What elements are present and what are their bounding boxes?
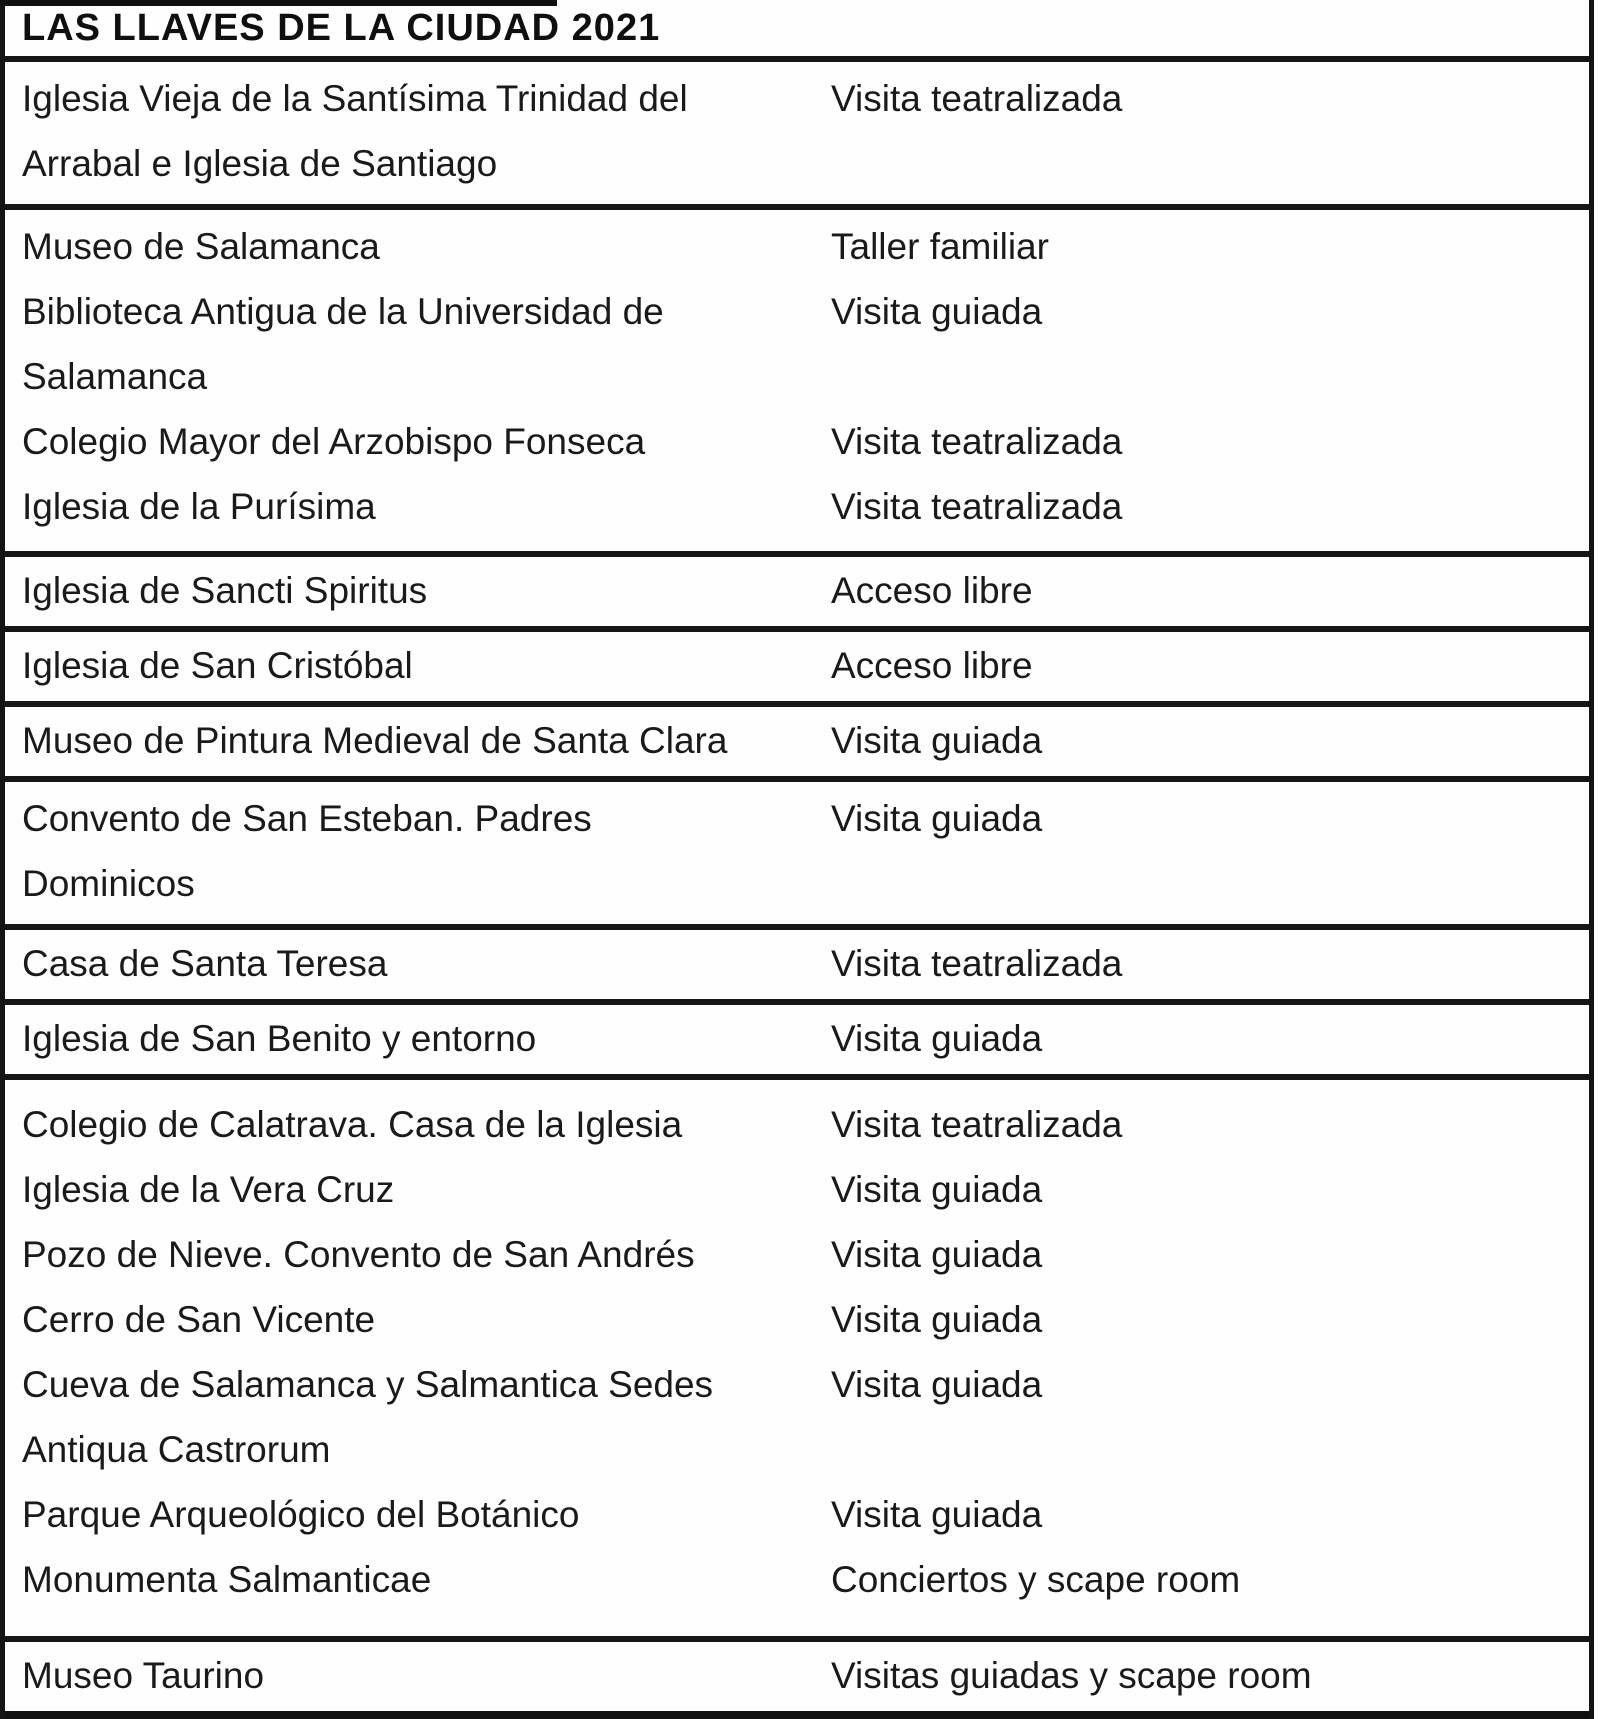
table-row [5, 210, 1589, 557]
site-column [5, 66, 831, 196]
table-row [5, 1642, 1589, 1719]
site-name: Cueva de Salamanca y Salmantica Sedes [22, 1363, 714, 1405]
site-name: Arrabal e Iglesia de Santiago [22, 142, 498, 184]
activity-type: Visita teatralizada [831, 485, 1123, 527]
site-name: Iglesia de San Benito y entorno [22, 1017, 537, 1059]
activity-type: Visita teatralizada [831, 1103, 1123, 1145]
site-name: Casa de Santa Teresa [22, 942, 388, 984]
site-name: Salamanca [22, 355, 208, 397]
site-name: Antiqua Castrorum [22, 1428, 331, 1470]
activity-type: Visita guiada [831, 719, 1043, 761]
activity-column [831, 786, 1589, 916]
site-name: Monumenta Salmanticae [22, 1558, 432, 1600]
site-name: Biblioteca Antigua de la Universidad de [22, 290, 664, 332]
site-name: Iglesia de la Vera Cruz [22, 1168, 395, 1210]
table-row [5, 557, 1589, 632]
activity-type: Visita teatralizada [831, 420, 1123, 462]
site-name: Museo de Salamanca [22, 225, 380, 267]
site-column [5, 708, 831, 773]
table-row [5, 62, 1589, 210]
table-row [5, 632, 1589, 707]
activity-column [831, 708, 1589, 773]
activity-type: Acceso libre [831, 644, 1033, 686]
activity-type: Visita guiada [831, 1233, 1043, 1275]
site-name: Museo de Pintura Medieval de Santa Clara [22, 719, 728, 761]
activity-type: Visita guiada [831, 1017, 1043, 1059]
site-column [5, 558, 831, 623]
activity-type [831, 851, 1589, 916]
activity-type: Visita teatralizada [831, 77, 1123, 119]
site-name: Colegio de Calatrava. Casa de la Iglesia [22, 1103, 683, 1145]
activity-type: Conciertos y scape room [831, 1558, 1241, 1600]
activity-column [831, 558, 1589, 623]
activity-column [831, 931, 1589, 996]
activity-type [831, 1417, 1589, 1482]
activity-type: Visita guiada [831, 1363, 1043, 1405]
activity-column [831, 1092, 1589, 1612]
site-name: Iglesia de San Cristóbal [22, 644, 413, 686]
activity-type: Visita teatralizada [831, 942, 1123, 984]
activity-type: Visita guiada [831, 1493, 1043, 1535]
table-row [5, 1005, 1589, 1080]
site-name: Iglesia Vieja de la Santísima Trinidad del [22, 77, 688, 119]
site-column [5, 1092, 831, 1612]
activity-type: Taller familiar [831, 225, 1049, 267]
activity-type: Visita guiada [831, 1168, 1043, 1210]
activity-column [831, 633, 1589, 698]
activity-column [831, 214, 1589, 539]
site-column [5, 1006, 831, 1071]
activity-type: Visitas guiadas y scape room [831, 1654, 1312, 1696]
site-name: Dominicos [22, 862, 195, 904]
activity-type [831, 131, 1589, 196]
site-name: Parque Arqueológico del Botánico [22, 1493, 580, 1535]
site-column [5, 1643, 831, 1708]
activity-type: Acceso libre [831, 569, 1033, 611]
activity-type: Visita guiada [831, 1298, 1043, 1340]
site-column [5, 214, 831, 539]
activity-type: Visita guiada [831, 797, 1043, 839]
site-column [5, 786, 831, 916]
activity-type [831, 344, 1589, 409]
activity-column [831, 66, 1589, 196]
table-top-border [0, 0, 557, 6]
table-row [5, 782, 1589, 930]
site-name: Pozo de Nieve. Convento de San Andrés [22, 1233, 695, 1275]
site-column [5, 633, 831, 698]
site-name: Convento de San Esteban. Padres [22, 797, 592, 839]
site-name: Iglesia de la Purísima [22, 485, 376, 527]
site-name: Iglesia de Sancti Spiritus [22, 569, 428, 611]
activity-column [831, 1006, 1589, 1071]
activity-column [831, 1643, 1589, 1708]
activity-type: Visita guiada [831, 290, 1043, 332]
table-row [5, 707, 1589, 782]
site-name: Museo Taurino [22, 1654, 265, 1696]
site-name: Cerro de San Vicente [22, 1298, 376, 1340]
table-row [5, 1080, 1589, 1642]
table-title-row [5, 0, 1589, 62]
site-name: Colegio Mayor del Arzobispo Fonseca [22, 420, 646, 462]
table-row [5, 930, 1589, 1005]
site-column [5, 931, 831, 996]
page-title: LAS LLAVES DE LA CIUDAD 2021 [22, 6, 661, 49]
